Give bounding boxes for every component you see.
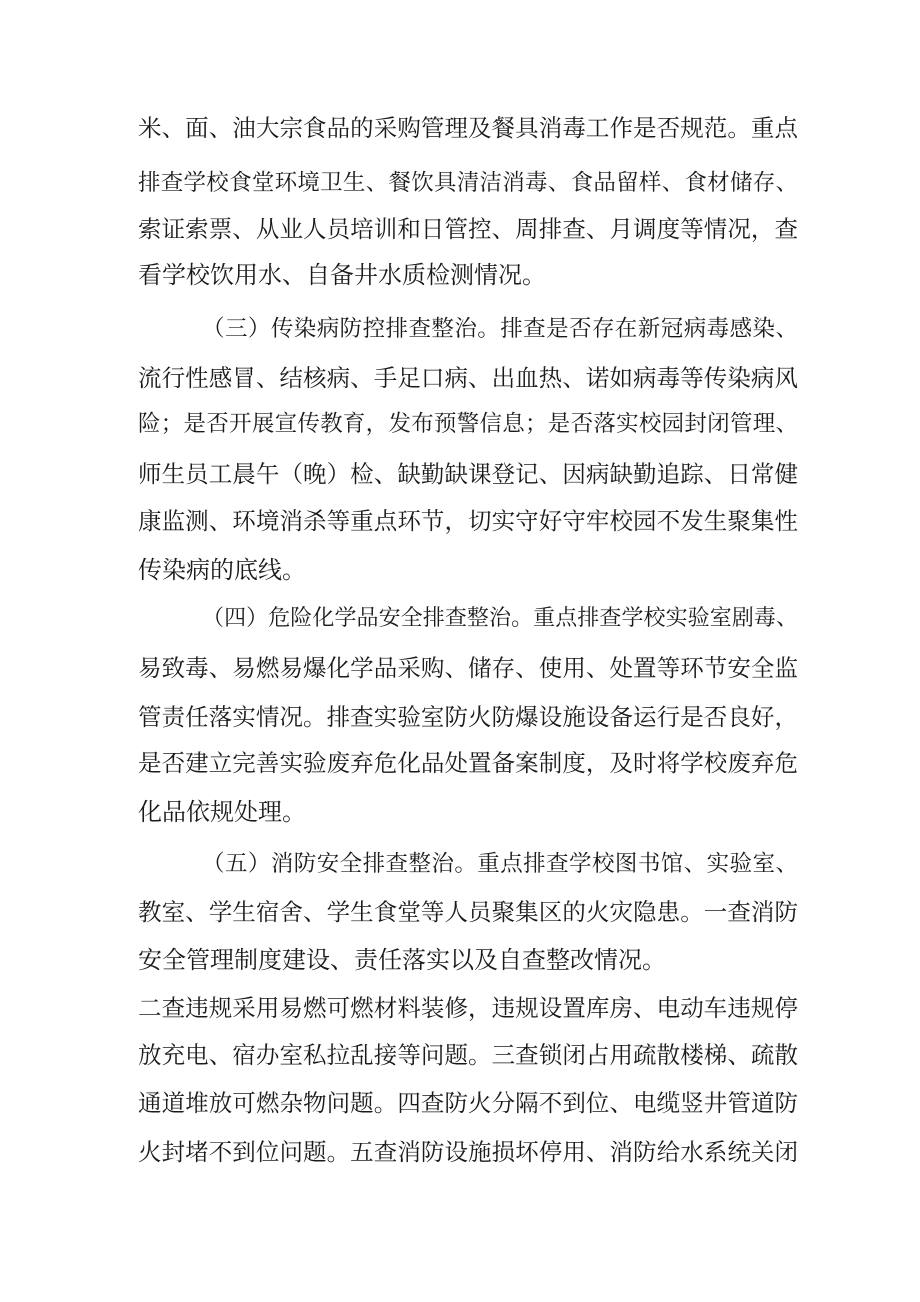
text-line: 化品依规处理。 (138, 798, 306, 826)
text-line: 康监测、环境消杀等重点环节，切实守好守牢校园不发生聚集性 (138, 507, 798, 535)
text-line: 二查违规采用易燃可燃材料装修，违规设置库房、电动车违规停 (138, 994, 798, 1022)
paragraph-heading-line: （三）传染病防控排查整治。排查是否存在新冠病毒感染、 (202, 316, 798, 342)
text-line: 是否建立完善实验废弃危化品处置备案制度，及时将学校废弃危 (138, 749, 798, 777)
text-line: 师生员工晨午（晚）检、缺勤缺课登记、因病缺勤追踪、日常健 (138, 460, 798, 488)
text-line: 安全管理制度建设、责任落实以及自查整改情况。 (138, 946, 666, 974)
text-line: 传染病的底线。 (138, 556, 306, 584)
text-line: 火封堵不到位问题。五查消防设施损坏停用、消防给水系统关闭 (138, 1138, 798, 1166)
paragraph-heading-line: （四）危险化学品安全排查整治。重点排查学校实验室剧毒、 (202, 606, 798, 631)
text-line: 教室、学生宿舍、学生食堂等人员聚集区的火灾隐患。一查消防 (138, 898, 798, 926)
text-line: 索证索票、从业人员培训和日管控、周排查、月调度等情况，查 (138, 215, 798, 243)
text-line: 放充电、宿办室私拉乱接等问题。三查锁闭占用疏散楼梯、疏散 (138, 1041, 798, 1069)
text-line: 米、面、油大宗食品的采购管理及餐具消毒工作是否规范。重点 (138, 114, 798, 142)
text-line: 通道堆放可燃杂物问题。四查防火分隔不到位、电缆竖井管道防 (138, 1089, 798, 1117)
text-line: 管责任落实情况。排查实验室防火防爆设施设备运行是否良好， (138, 703, 798, 731)
paragraph-heading-line: （五）消防安全排查整治。重点排查学校图书馆、实验室、 (202, 851, 798, 877)
text-line: 排查学校食堂环境卫生、餐饮具清洁消毒、食品留样、食材储存、 (138, 170, 798, 196)
text-line: 流行性感冒、结核病、手足口病、出血热、诺如病毒等传染病风 (138, 364, 798, 392)
text-line: 险；是否开展宣传教育，发布预警信息；是否落实校园封闭管理、 (138, 411, 798, 437)
text-line: 看学校饮用水、自备井水质检测情况。 (138, 261, 546, 289)
text-line: 易致毒、易燃易爆化学品采购、储存、使用、处置等环节安全监 (138, 654, 798, 682)
